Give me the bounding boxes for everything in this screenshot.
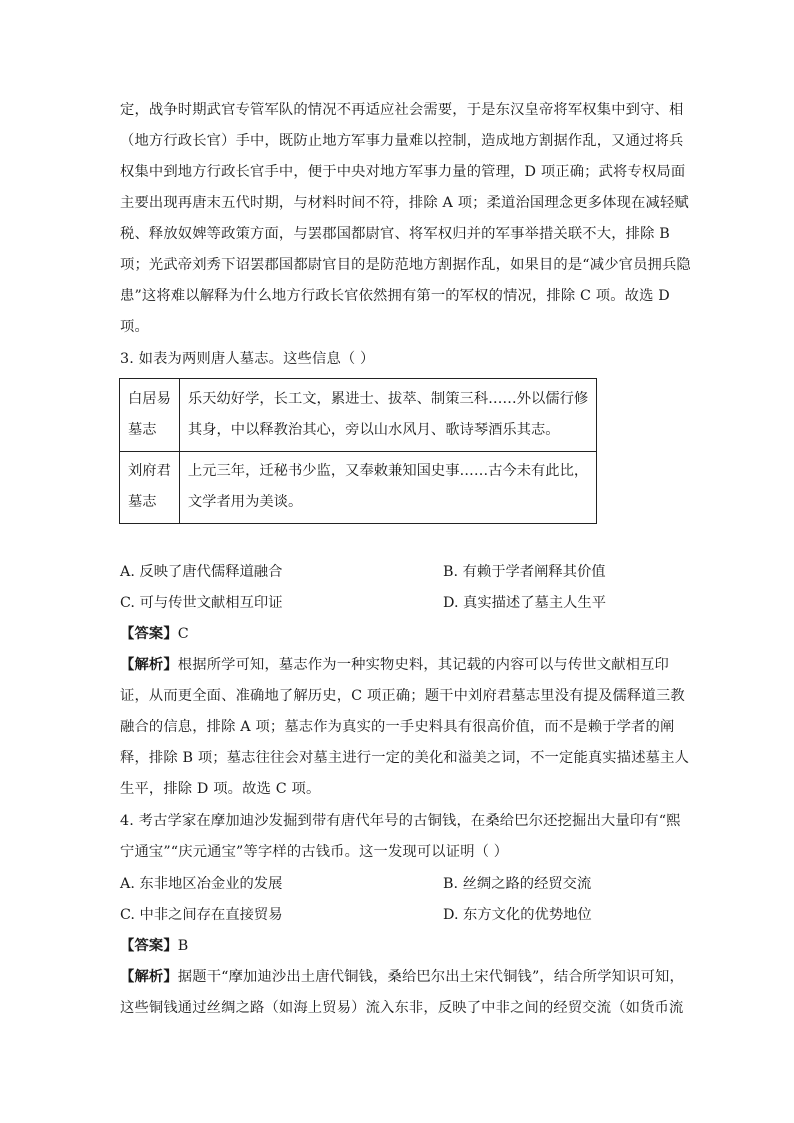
- table-row: [120, 451, 597, 524]
- head-text-line: 白居易: [128, 390, 171, 407]
- intro-line: 税、释放奴婢等政策方面，与罢郡国都尉官、将军权归并的军事举措关联不大，排除 B: [120, 226, 670, 242]
- analysis-line: 这些铜钱通过丝绸之路（如海上贸易）流入东非，反映了中非之间的经贸交流（如货币流: [120, 1000, 684, 1016]
- head-text-line: 刘府君: [128, 463, 171, 480]
- epitaph-table: [119, 378, 597, 524]
- body-text-line: 乐天幼好学，长工文，累进士、拔萃、制策三科……外以儒行修: [187, 390, 589, 407]
- question-4-stem: 宁通宝”“庆元通宝”等字样的古钱币。这一发现可以证明（ ）: [120, 844, 509, 860]
- answer-tag: 【答案】: [120, 938, 178, 954]
- intro-line: 患”这将难以解释为什么地方行政长官依然拥有第一的军权的情况，排除 C 项。故选 D: [120, 288, 670, 304]
- intro-line: （地方行政长官）手中，既防止地方军事力量难以控制，造成地方割据作乱，又通过将兵: [120, 133, 684, 149]
- option-a: A. 东非地区冶金业的发展: [120, 876, 283, 892]
- analysis-line: 释，排除 B 项；墓志往往会对墓主进行一定的美化和溢美之词，不一定能真实描述墓主人: [120, 750, 690, 766]
- option-b: B. 丝绸之路的经贸交流: [443, 876, 592, 892]
- intro-line: 权集中到地方行政长官手中，便于中央对地方军事力量的管理，D 项正确；武将专权局面: [120, 164, 686, 180]
- head-text-line: 墓志: [128, 421, 157, 438]
- body-text-line: 文学者用为美谈。: [187, 494, 303, 511]
- intro-line: 定，战争时期武官专管军队的情况不再适应社会需要，于是东汉皇帝将军权集中到守、相: [120, 102, 684, 118]
- table-head-cell: [120, 379, 180, 452]
- answer-line: [120, 936, 188, 956]
- question-3-stem: 3. 如表为两则唐人墓志。这些信息（ ）: [120, 351, 375, 367]
- intro-line: 项。: [120, 319, 149, 335]
- intro-line: 主要出现再唐末五代时期，与材料时间不符，排除 A 项；柔道治国理念更多体现在减轻赋: [120, 195, 689, 211]
- table-head-cell: [120, 451, 180, 524]
- table-body-cell: [179, 379, 596, 452]
- option-b: B. 有赖于学者阐释其价值: [443, 564, 606, 580]
- table-body-cell: [179, 451, 596, 524]
- answer-value: B: [177, 938, 189, 954]
- body-text-line: 其身，中以释教治其心，旁以山水风月、歌诗琴酒乐其志。: [187, 421, 560, 438]
- option-c: C. 中非之间存在直接贸易: [120, 907, 283, 923]
- analysis-text: 根据所学可知，墓志作为一种实物史料，其记载的内容可以与传世文献相互印: [177, 657, 669, 673]
- answer-line: [120, 624, 189, 644]
- analysis-tag: 【解析】: [120, 657, 178, 673]
- option-a: A. 反映了唐代儒释道融合: [120, 564, 283, 580]
- analysis-text: 据题干“摩加迪沙出土唐代铜钱，桑给巴尔出土宋代铜钱”，结合所学知识可知，: [177, 969, 684, 985]
- head-text-line: 墓志: [128, 494, 157, 511]
- table-row: [120, 379, 597, 452]
- analysis-line: [120, 655, 669, 675]
- analysis-line: 融合的信息，排除 A 项；墓志作为真实的一手史料具有很高价值，而不是赖于学者的阐: [120, 719, 675, 735]
- option-c: C. 可与传世文献相互印证: [120, 595, 283, 611]
- analysis-line: [120, 967, 684, 987]
- analysis-line: 证，从而更全面、准确地了解历史，C 项正确；题干中刘府君墓志里没有提及儒释道三教: [120, 688, 685, 704]
- option-d: D. 真实描述了墓主人生平: [443, 595, 607, 611]
- question-4-stem: 4. 考古学家在摩加迪沙发掘到带有唐代年号的古铜钱，在桑给巴尔还挖掘出大量印有“熙: [120, 813, 681, 829]
- analysis-tag: 【解析】: [120, 969, 178, 985]
- answer-tag: 【答案】: [120, 626, 178, 642]
- option-d: D. 东方文化的优势地位: [443, 907, 592, 923]
- body-text-line: 上元三年，迁秘书少监，又奉敕兼知国史事……古今未有此比，: [187, 463, 589, 480]
- analysis-line: 生平，排除 D 项。故选 C 项。: [120, 781, 321, 797]
- intro-line: 项；光武帝刘秀下诏罢郡国都尉官目的是防范地方割据作乱，如果目的是“减少官员拥兵隐: [120, 257, 691, 273]
- answer-value: C: [177, 626, 189, 642]
